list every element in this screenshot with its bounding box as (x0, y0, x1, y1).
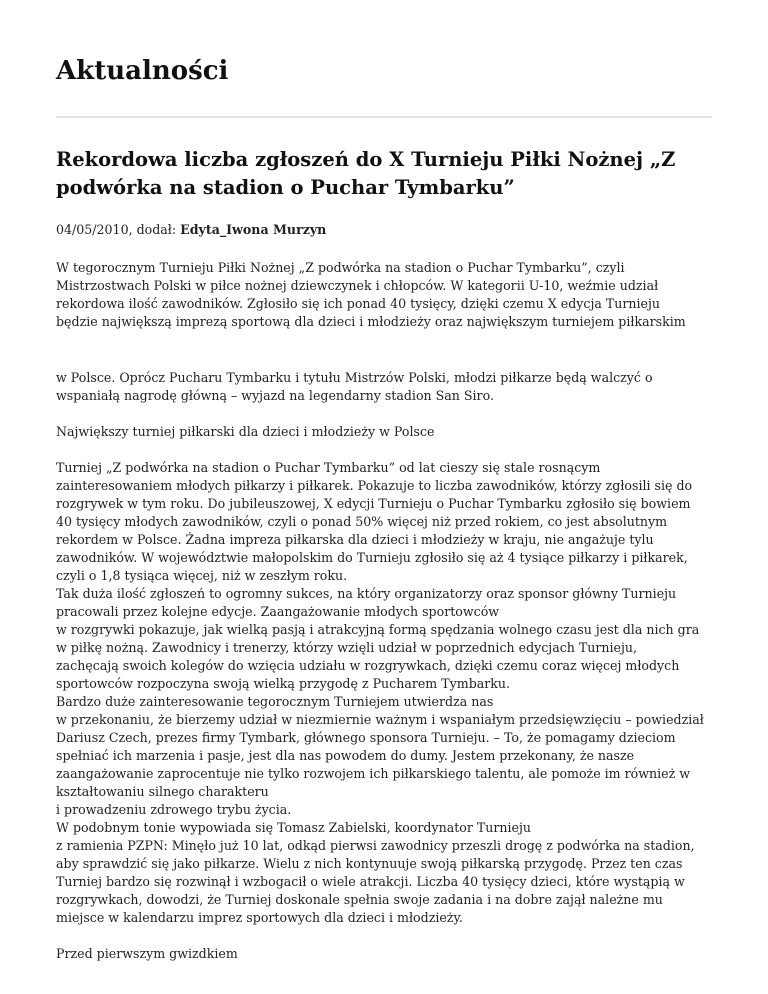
text-line: spełniać ich marzenia i pasje, jest dla nas powodem do dumy. Jestem przekonany, że nasze (56, 748, 635, 763)
text-line: aby sprawdzić się jako piłkarze. Wielu z nich kontynuuje swoją piłkarską przygodę. Przez ten czas (56, 856, 683, 871)
article-date: 04/05/2010, dodał: (56, 222, 177, 237)
text-line: W podobnym tonie wypowiada się Tomasz Zabielski, koordynator Turnieju (56, 820, 532, 835)
text-line: Tak duża ilość zgłoszeń to ogromny sukces, na który organizatorzy oraz sponsor główny Turnieju (56, 586, 677, 601)
text-line: pracowali przez kolejne edycje. Zaangażowanie młodych sportowców (56, 604, 500, 619)
article-meta (56, 221, 712, 239)
subheading-largest-tournament: Największy turniej piłkarski dla dzieci i młodzieży w Polsce (56, 424, 435, 439)
text-line: Turniej „Z podwórka na stadion o Puchar Tymbarku” od lat cieszy się stale rosnącym (56, 460, 601, 475)
paragraph-intro (56, 259, 712, 331)
text-line: i prowadzeniu zdrowego trybu życia. (56, 802, 292, 817)
text-line: z ramienia PZPN: Minęło już 10 lat, odkąd pierwsi zawodnicy przeszli drogę z podwórka na stadion, (56, 838, 695, 853)
text-line: zachęcają swoich kolegów do wzięcia udziału w rozgrywkach, dzięki czemu coraz więcej młodych (56, 658, 680, 673)
text-line: rekordem w Polsce. Żadna impreza piłkarska dla dzieci i młodzieży w kraju, nie angażuje tylu (56, 532, 654, 547)
paragraph-continued (56, 369, 712, 405)
text-line: w przekonaniu, że bierzemy udział w niezmiernie ważnym i wspaniałym przedsięwzięciu – powiedział (56, 712, 704, 727)
section-title: Aktualności (56, 56, 229, 86)
text-line: w rozgrywki pokazuje, jak wielką pasją i atrakcyjną formą spędzania wolnego czasu jest dla nich gra (56, 622, 700, 637)
text-line: w Polsce. Oprócz Pucharu Tymbarku i tytułu Mistrzów Polski, młodzi piłkarze będą walczyć o (56, 370, 653, 385)
text-line: zawodników. W województwie małopolskim do Turnieju zgłosiło się aż 4 tysiące piłkarzy i piłkarek, (56, 550, 688, 565)
text-line: zainteresowaniem młodych piłkarzy i piłkarek. Pokazuje to liczba zawodników, którzy zgłosili się do (56, 478, 693, 493)
text-line: sportowców rozpoczyna swoją wielką przygodę z Pucharem Tymbarku. (56, 676, 511, 691)
text-line: Mistrzostwach Polski w piłce nożnej dziewczynek i chłopców. W kategorii U-10, weźmie udział (56, 278, 659, 293)
article-title-line: podwórka na stadion o Puchar Tymbarku” (56, 176, 515, 199)
text-line: miejsce w kalendarzu imprez sportowych dla dzieci i młodzieży. (56, 910, 463, 925)
text-line: Turniej bardzo się rozwinął i wzbogacił o wiele atrakcji. Liczba 40 tysięcy dzieci, które wystąpią w (56, 874, 685, 889)
text-line: zaangażowanie zaprocentuje nie tylko rozwojem ich piłkarskiego talentu, ale pomoże im również w (56, 766, 691, 781)
text-line: 40 tysięcy młodych zawodników, czyli o ponad 50% więcej niż przed rokiem, co jest absolutnym (56, 514, 668, 529)
text-line: Bardzo duże zainteresowanie tegorocznym Turniejem utwierdza nas (56, 694, 494, 709)
article-author[interactable]: Edyta_Iwona Murzyn (180, 222, 327, 237)
text-line: czyli o 1,8 tysiąca więcej, niż w zeszłym roku. (56, 568, 348, 583)
article-title[interactable] (56, 146, 712, 202)
text-line: rekordowa ilość zawodników. Zgłosiło się ich ponad 40 tysięcy, dzięki czemu X edycja Turnieju (56, 296, 661, 311)
paragraph-body (56, 459, 712, 927)
text-line: w piłkę nożną. Zawodnicy i trenerzy, którzy wzięli udział w poprzednich edycjach Turnieju, (56, 640, 638, 655)
text-line: Dariusz Czech, prezes firmy Tymbark, głównego sponsora Turnieju. – To, że pomagamy dzieciom (56, 730, 676, 745)
text-line: kształtowaniu silnego charakteru (56, 784, 269, 799)
article-title-line: Rekordowa liczba zgłoszeń do X Turnieju Piłki Nożnej „Z (56, 148, 676, 171)
text-line: W tegorocznym Turnieju Piłki Nożnej „Z podwórka na stadion o Puchar Tymbarku”, czyli (56, 260, 625, 275)
text-line: wspaniałą nagrodę główną – wyjazd na legendarny stadion San Siro. (56, 388, 494, 403)
text-line: rozgrywek w tym roku. Do jubileuszowej, X edycji Turnieju o Puchar Tymbarku zgłosiło się bowiem (56, 496, 691, 511)
text-line: będzie największą imprezą sportową dla dzieci i młodzieży oraz największym turniejem piłkarskim (56, 314, 686, 329)
text-line: rozgrywkach, dowodzi, że Turniej doskonale spełnia swoje zadania i na dobre zajął należne mu (56, 892, 663, 907)
divider (56, 116, 712, 118)
document-page (56, 0, 712, 963)
subheading-before-whistle: Przed pierwszym gwizdkiem (56, 946, 238, 961)
